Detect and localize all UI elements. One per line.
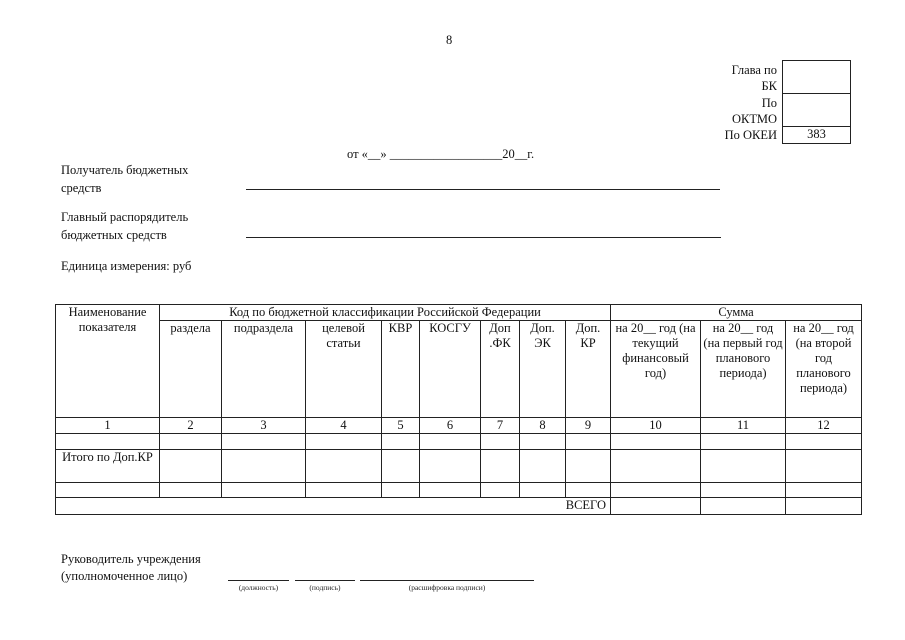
num-cell: 6 [420,418,481,434]
col-kosgu: КОСГУ [420,321,481,418]
col-name-header: Наименование показателя [56,305,160,418]
col-sum-plan2: на 20__ год (на второй год планового периода) [786,321,862,418]
recipient-label: Получатель бюджетных средств [61,163,189,195]
position-hint: (должность) [238,583,279,592]
total-label: ВСЕГО [56,498,611,515]
data-cell[interactable] [786,450,862,483]
budget-table [55,304,862,515]
data-cell[interactable] [222,450,306,483]
data-cell[interactable] [382,483,420,498]
total-cell[interactable] [786,498,862,515]
data-cell[interactable] [481,483,520,498]
col-podrazdel: подраздела [222,321,306,418]
data-cell[interactable] [56,434,160,450]
oktmo-code-cell[interactable] [783,94,850,127]
num-cell: 1 [56,418,160,434]
col-kvr: КВР [382,321,420,418]
num-cell: 7 [481,418,520,434]
codes-box [782,60,851,144]
data-cell[interactable] [611,450,701,483]
num-cell: 5 [382,418,420,434]
data-cell[interactable] [520,450,566,483]
col-target: целевой статьи [306,321,382,418]
num-cell: 8 [520,418,566,434]
data-cell[interactable] [566,450,611,483]
col-sum-current: на 20__ год (на текущий финансовый год) [611,321,701,418]
data-cell[interactable] [481,434,520,450]
data-cell[interactable] [566,483,611,498]
total-row [56,498,862,515]
num-cell: 9 [566,418,611,434]
sum-group-header: Сумма [611,305,862,321]
page-number: 8 [446,33,453,47]
sign-hint: (подпись) [309,583,341,592]
col-razdel: раздела [160,321,222,418]
data-cell[interactable] [306,434,382,450]
signature-label-line2: (уполномоченное лицо) [61,569,188,583]
data-cell[interactable] [56,483,160,498]
num-cell: 2 [160,418,222,434]
col-dop-ek: Доп. ЭК [520,321,566,418]
data-cell[interactable] [160,450,222,483]
total-cell[interactable] [611,498,701,515]
data-cell[interactable] [786,483,862,498]
code-group-header: Код по бюджетной классификации Российской Федерации [160,305,611,321]
col-dop-fk: Доп .ФК [481,321,520,418]
data-cell[interactable] [420,434,481,450]
num-cell: 11 [701,418,786,434]
date-line[interactable]: от «__» __________________20__г. [347,147,535,161]
decode-hint: (расшифровка подписи) [408,583,486,592]
num-cell: 4 [306,418,382,434]
table-row [56,434,862,450]
data-cell[interactable] [520,483,566,498]
num-cell: 12 [786,418,862,434]
data-cell[interactable] [611,483,701,498]
header-row-2 [56,321,862,418]
glava-label: Глава по БК [731,63,777,93]
itogo-label: Итого по Доп.КР [56,450,160,483]
data-cell[interactable] [382,450,420,483]
manager-field[interactable] [246,237,721,238]
data-cell[interactable] [160,483,222,498]
sign-field[interactable] [295,580,355,581]
decode-field[interactable] [360,580,534,581]
total-cell[interactable] [701,498,786,515]
num-cell: 10 [611,418,701,434]
data-cell[interactable] [566,434,611,450]
data-cell[interactable] [420,450,481,483]
okei-value: 383 [807,127,826,141]
data-cell[interactable] [786,434,862,450]
data-cell[interactable] [306,483,382,498]
recipient-field[interactable] [246,189,720,190]
data-cell[interactable] [520,434,566,450]
position-field[interactable] [228,580,289,581]
table-row [56,483,862,498]
data-cell[interactable] [701,483,786,498]
oktmo-label: По ОКТМО [732,96,777,126]
col-sum-plan1: на 20__ год (на первый год планового периода) [701,321,786,418]
data-cell[interactable] [306,450,382,483]
header-row-1 [56,305,862,321]
col-dop-kr: Доп. КР [566,321,611,418]
okei-label: По ОКЕИ [724,128,777,142]
data-cell[interactable] [222,434,306,450]
data-cell[interactable] [222,483,306,498]
data-cell[interactable] [701,434,786,450]
data-cell[interactable] [382,434,420,450]
glava-code-cell[interactable] [783,61,850,94]
itogo-row [56,450,862,483]
signature-label-line1: Руководитель учреждения [61,552,201,566]
number-row [56,418,862,434]
data-cell[interactable] [701,450,786,483]
data-cell[interactable] [160,434,222,450]
data-cell[interactable] [611,434,701,450]
data-cell[interactable] [420,483,481,498]
data-cell[interactable] [481,450,520,483]
unit-label: Единица измерения: руб [61,259,192,273]
num-cell: 3 [222,418,306,434]
manager-label: Главный распорядитель бюджетных средств [61,210,189,242]
